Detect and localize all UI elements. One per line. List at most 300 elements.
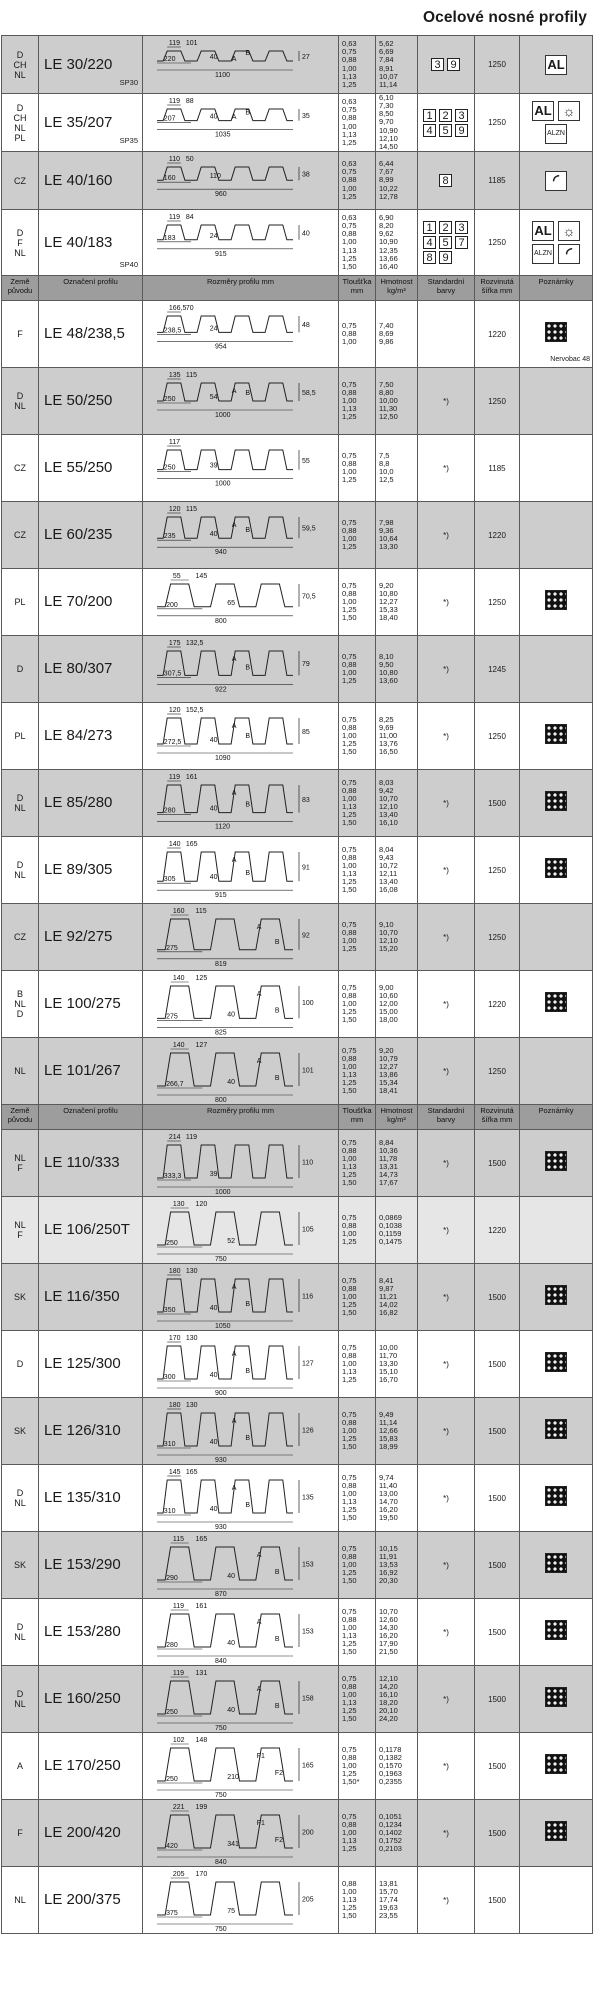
country-cell — [2, 1465, 39, 1532]
thickness-value: 0,75 — [342, 450, 357, 460]
dim-top-flange: 166,5 — [168, 304, 187, 312]
profile-drawing — [143, 1533, 337, 1598]
width-cell: 1250 — [475, 569, 520, 636]
profile-name: LE 116/350 — [44, 1288, 120, 1305]
weight-value: 13,60 — [379, 676, 398, 686]
notes-cell — [520, 636, 593, 703]
dim-pitch: 238,5 — [163, 326, 182, 334]
profile-drawing — [143, 1801, 337, 1866]
thickness-cell — [339, 1532, 376, 1599]
country-code: D — [16, 391, 24, 401]
weight-value: 10,70 — [379, 793, 398, 803]
dim-pitch: 310 — [163, 1440, 176, 1448]
profile-cell — [39, 1800, 143, 1867]
profile-drawing — [143, 1265, 337, 1330]
color-code-box: 9 — [447, 58, 460, 71]
dim-top-flange: 175 — [168, 639, 181, 647]
colors-cell — [418, 1666, 475, 1733]
country-code: CH — [13, 112, 27, 123]
notes-cell — [520, 1800, 593, 1867]
weight-cell — [376, 636, 418, 703]
dim-top-flange: 135 — [168, 371, 181, 379]
thickness-value: 1,25 — [342, 1007, 357, 1017]
weight-value: 0,1963 — [379, 1769, 402, 1779]
notes-icon-row — [532, 221, 580, 241]
dim-total-width: 922 — [215, 685, 227, 693]
dimension-cell — [143, 1800, 339, 1867]
weight-value: 7,67 — [379, 167, 394, 177]
weight-value: 0,1475 — [379, 1237, 402, 1247]
thickness-value: 1,50 — [342, 1911, 357, 1921]
dim-top-gap: 119 — [185, 1133, 198, 1141]
thickness-cell — [339, 301, 376, 368]
profile-cell — [39, 1264, 143, 1331]
thickness-value: 1,50 — [342, 1647, 357, 1657]
thickness-value: 0,88 — [342, 990, 357, 1000]
dim-pitch: 420 — [166, 1842, 178, 1850]
table-header-row — [2, 1105, 593, 1130]
profile-name: LE 126/310 — [44, 1422, 121, 1439]
notes-icon-row — [532, 244, 580, 264]
notes-cell — [520, 152, 593, 210]
thickness-value: 0,88 — [342, 55, 357, 65]
weight-value: 13,76 — [379, 739, 398, 749]
country-cell — [2, 1800, 39, 1867]
profile-cell — [39, 904, 143, 971]
table-row — [2, 1331, 593, 1398]
thickness-value: 0,63 — [342, 97, 357, 107]
dimension-cell — [143, 569, 339, 636]
thickness-value: 1,25 — [342, 1434, 357, 1444]
weight-cell — [376, 210, 418, 276]
dimension-cell — [143, 837, 339, 904]
notes-cell — [520, 1867, 593, 1934]
pattern-icon — [545, 1285, 567, 1305]
weight-value: 9,20 — [379, 580, 394, 590]
weight-value: 12,10 — [379, 133, 398, 143]
profile-outline — [157, 1346, 293, 1379]
table-row — [2, 1733, 593, 1800]
weight-cell — [376, 36, 418, 94]
notes-cell — [520, 94, 593, 152]
country-cell — [2, 569, 39, 636]
dim-top-flange: 140 — [172, 974, 185, 982]
color-code-box: 2 — [439, 109, 452, 122]
weight-value: 9,42 — [379, 785, 394, 795]
country-cell — [2, 502, 39, 569]
country-code: NL — [14, 870, 26, 880]
notes-icon-row — [545, 1352, 567, 1372]
thickness-cell — [339, 1130, 376, 1197]
thickness-value: 0,75 — [342, 1275, 357, 1285]
profile-outline — [157, 1413, 293, 1446]
country-code: NL — [14, 401, 26, 411]
weight-value: 10,00 — [379, 395, 398, 405]
table-row — [2, 1800, 593, 1867]
thickness-cell — [339, 1867, 376, 1934]
weight-value: 0,1234 — [379, 1819, 402, 1829]
profile-name: LE 170/250 — [44, 1757, 121, 1774]
country-cell — [2, 1264, 39, 1331]
dim-height: 205 — [302, 1896, 314, 1903]
profile-outline — [157, 225, 293, 240]
country-code: D — [16, 1622, 24, 1632]
thickness-value: 0,88 — [342, 458, 357, 468]
notes-icons — [545, 1486, 567, 1506]
header-dims: Rozměry profilu mm — [143, 1105, 339, 1130]
weight-value: 10,64 — [379, 534, 398, 543]
dim-total-width: 960 — [215, 190, 227, 198]
notes-icons — [532, 101, 580, 144]
colors-cell — [418, 1867, 475, 1934]
width-cell: 1220 — [475, 1197, 520, 1264]
dim-pitch: 160 — [163, 174, 176, 182]
weight-value: 17,74 — [379, 1894, 398, 1904]
table-row — [2, 569, 593, 636]
pattern-icon — [545, 1486, 567, 1506]
point-label-b: B — [245, 526, 251, 534]
weight-value: 11,78 — [379, 1153, 398, 1163]
thickness-value: 1,00 — [342, 1760, 357, 1770]
thickness-value: 1,00 — [342, 121, 357, 131]
notes-icon-row — [545, 1687, 567, 1707]
weight-cell — [376, 1331, 418, 1398]
thickness-value: 0,75 — [342, 777, 357, 787]
notes-icons — [545, 791, 567, 811]
thickness-cell — [339, 1800, 376, 1867]
thickness-cell — [339, 1331, 376, 1398]
notes-cell — [520, 1465, 593, 1532]
country-code: D — [16, 664, 24, 674]
dim-total-width: 954 — [215, 342, 227, 350]
thickness-cell — [339, 1599, 376, 1666]
weight-cell — [376, 971, 418, 1038]
thickness-value: 1,13 — [342, 1162, 357, 1171]
point-label-b: B — [245, 869, 251, 877]
thickness-value: 0,88 — [342, 1145, 357, 1155]
profile-name: LE 153/290 — [44, 1556, 121, 1573]
header-thickness: Tloušťka mm — [339, 276, 376, 301]
dim-bottom-flange: 40 — [227, 1706, 236, 1714]
table-row — [2, 1130, 593, 1197]
thickness-value: 1,50 — [342, 1308, 357, 1318]
thickness-value: 1,50 — [342, 1714, 357, 1724]
table-row — [2, 1398, 593, 1465]
weight-value: 11,00 — [379, 730, 398, 740]
dimension-cell — [143, 301, 339, 368]
dim-top-gap: 101 — [185, 39, 198, 47]
weight-cell — [376, 1532, 418, 1599]
country-code: NL — [14, 1153, 26, 1163]
dim-pitch: 307,5 — [163, 669, 182, 677]
weight-value: 10,70 — [379, 1606, 398, 1616]
width-cell: 1500 — [475, 1800, 520, 1867]
weight-value: 18,41 — [379, 1086, 398, 1096]
profile-drawing — [143, 37, 337, 93]
notes-icon-row — [545, 1754, 567, 1774]
weight-value: 8,84 — [379, 1137, 394, 1147]
weight-value: 0,2103 — [379, 1844, 402, 1854]
point-label-b: B — [274, 1702, 280, 1710]
colors-footnote: *) — [443, 1627, 449, 1637]
al-icon: AL — [532, 101, 554, 121]
country-code: A — [16, 1761, 23, 1771]
weight-value: 7,84 — [379, 55, 394, 65]
notes-icon-row — [545, 124, 567, 144]
notes-icon-row — [545, 791, 567, 811]
colors-cell — [418, 837, 475, 904]
dim-height: 158 — [302, 1695, 314, 1702]
colors-footnote: *) — [443, 1225, 449, 1235]
thickness-value: 1,25 — [342, 1706, 357, 1716]
width-cell: 1220 — [475, 502, 520, 569]
header-colors: Standardní barvy — [418, 276, 475, 301]
color-code-box: 3 — [455, 109, 468, 122]
dim-height: 153 — [302, 1628, 314, 1635]
notes-cell — [520, 36, 593, 94]
weight-cell — [376, 1264, 418, 1331]
thickness-value: 1,00 — [342, 1061, 357, 1071]
thickness-value: 1,13 — [342, 802, 357, 811]
dim-bottom-flange: 40 — [227, 1639, 236, 1647]
table-row — [2, 152, 593, 210]
notes-icons — [545, 171, 567, 191]
dim-total-width: 800 — [215, 1096, 227, 1104]
weight-value: 6,90 — [379, 213, 394, 223]
profile-name: LE 40/183 — [44, 233, 113, 251]
country-cell — [2, 837, 39, 904]
thickness-value: 1,50 — [342, 1576, 357, 1586]
table-body — [2, 36, 593, 1934]
notes-icon-row — [545, 55, 567, 75]
dim-pitch: 207 — [163, 115, 176, 123]
point-label-a: A — [231, 521, 237, 529]
notes-icons — [545, 1553, 567, 1573]
colors-cell — [418, 435, 475, 502]
weight-value: 0,1051 — [379, 1811, 402, 1821]
point-label-b: B — [245, 1367, 251, 1375]
pattern-icon — [545, 590, 567, 610]
color-code-box: 8 — [439, 174, 452, 187]
notes-text: Nervobac 48 — [550, 356, 590, 363]
width-cell: 1250 — [475, 904, 520, 971]
dim-pitch: 275 — [166, 1012, 178, 1020]
thickness-value: 1,25 — [342, 676, 357, 686]
thickness-value: 1,25 — [342, 810, 357, 820]
profile-outline — [157, 109, 293, 121]
thickness-value: 1,13 — [342, 1367, 357, 1377]
weight-value: 9,74 — [379, 1472, 394, 1482]
thickness-cell — [339, 152, 376, 210]
thickness-value: 0,75 — [342, 1342, 357, 1352]
dim-total-width: 1090 — [215, 754, 231, 762]
dim-top-gap: 88 — [185, 97, 194, 105]
dim-top-gap: 115 — [185, 505, 198, 513]
profile-cell — [39, 1532, 143, 1599]
colors-cell — [418, 1038, 475, 1105]
dimension-cell — [143, 1130, 339, 1197]
profile-drawing — [143, 972, 337, 1037]
thickness-value: 1,50 — [342, 1178, 357, 1188]
point-label-b: F2 — [274, 1769, 284, 1777]
thickness-value: 1,00 — [342, 534, 357, 543]
thickness-value: 0,75 — [342, 1673, 357, 1683]
dim-height: 35 — [302, 112, 310, 120]
dim-top-flange: 145 — [168, 1468, 181, 1476]
dim-height: 100 — [302, 999, 314, 1007]
profile-cell — [39, 1130, 143, 1197]
colors-cell — [418, 1398, 475, 1465]
header-profile: Označení profilu — [39, 276, 143, 301]
notes-icon-row — [545, 858, 567, 878]
thickness-value: 0,75 — [342, 1606, 357, 1616]
weight-cell — [376, 1130, 418, 1197]
country-code: CZ — [14, 932, 26, 942]
weight-value: 16,20 — [379, 1505, 398, 1515]
colors-cell — [418, 1465, 475, 1532]
country-cell — [2, 36, 39, 94]
weight-value: 11,40 — [379, 1480, 398, 1490]
thickness-value: 1,25 — [342, 1237, 357, 1247]
profile-drawing — [143, 838, 337, 903]
dim-bottom-flange: 40 — [209, 805, 218, 813]
table-row — [2, 837, 593, 904]
dim-pitch: 250 — [166, 1775, 178, 1783]
thickness-value: 0,88 — [342, 175, 357, 185]
thickness-value: 1,00 — [342, 1358, 357, 1368]
dim-total-width: 1000 — [215, 411, 231, 419]
notes-cell — [520, 904, 593, 971]
dim-top-gap: 127 — [195, 1041, 208, 1049]
weight-value: 10,15 — [379, 1543, 398, 1553]
point-label-b: B — [245, 801, 251, 809]
dim-bottom-flange: 40 — [209, 1304, 218, 1312]
colors-cell — [418, 770, 475, 837]
dim-top-gap: 161 — [185, 773, 198, 781]
colors-cell — [418, 703, 475, 770]
width-cell: 1185 — [475, 152, 520, 210]
thickness-value: 1,50 — [342, 747, 357, 757]
table-row — [2, 210, 593, 276]
thickness-value: 0,75 — [342, 844, 357, 854]
header-country: Země původu — [2, 276, 39, 301]
profile-cell — [39, 1599, 143, 1666]
table-row — [2, 1532, 593, 1599]
dim-height: 27 — [302, 53, 310, 61]
weight-value: 9,49 — [379, 1409, 394, 1419]
point-label-a: A — [256, 1057, 262, 1065]
weight-value: 13,00 — [379, 1488, 398, 1498]
notes-icons — [532, 221, 580, 264]
weight-value: 7,5 — [379, 450, 390, 460]
profile-drawing — [143, 905, 337, 970]
thickness-value: 0,88 — [342, 229, 357, 239]
weight-cell — [376, 569, 418, 636]
weight-value: 12,66 — [379, 1425, 398, 1435]
dimension-cell — [143, 1867, 339, 1934]
profile-cell — [39, 703, 143, 770]
point-label-a: A — [256, 1685, 262, 1693]
weight-value: 9,70 — [379, 117, 394, 127]
colors-footnote: *) — [443, 530, 449, 540]
dim-top-flange: 180 — [168, 1401, 181, 1409]
dimension-cell — [143, 1398, 339, 1465]
weight-value: 15,70 — [379, 1886, 398, 1896]
country-code: D — [16, 1689, 24, 1699]
dim-height: 83 — [302, 796, 310, 804]
weight-value: 12,35 — [379, 245, 398, 255]
table-row — [2, 1465, 593, 1532]
notes-cell — [520, 368, 593, 435]
profile-cell — [39, 1867, 143, 1934]
dim-total-width: 750 — [215, 1791, 227, 1799]
dim-top-gap: 152,5 — [185, 706, 204, 714]
pattern-icon — [545, 791, 567, 811]
colors-footnote: *) — [443, 1895, 449, 1905]
thickness-value: 1,25 — [342, 1769, 357, 1779]
profile-cell — [39, 210, 143, 276]
arc-icon: ◜ — [545, 171, 567, 191]
thickness-value: 0,75 — [342, 714, 357, 724]
dim-bottom-flange: 40 — [209, 1505, 218, 1513]
weight-value: 24,20 — [379, 1714, 398, 1724]
dim-bottom-flange: 39 — [209, 462, 218, 470]
weight-value: 23,55 — [379, 1911, 398, 1921]
colors-footnote: *) — [443, 999, 449, 1009]
width-cell: 1500 — [475, 1733, 520, 1800]
weight-value: 10,90 — [379, 237, 398, 247]
weight-cell — [376, 1398, 418, 1465]
point-label-b: B — [245, 1434, 251, 1442]
dim-height: 55 — [302, 457, 310, 465]
al-icon: AL — [532, 221, 554, 241]
thickness-value: 1,25 — [342, 412, 357, 422]
weight-value: 17,90 — [379, 1639, 398, 1649]
colors-cell — [418, 1331, 475, 1398]
dim-pitch: 275 — [166, 944, 178, 952]
dim-pitch: 333,3 — [163, 1172, 182, 1180]
thickness-value: 1,50 — [342, 818, 357, 828]
weight-value: 16,20 — [379, 1631, 398, 1640]
weight-value: 8,91 — [379, 63, 394, 73]
country-code: SK — [13, 1426, 26, 1436]
dim-total-width: 1120 — [215, 823, 231, 831]
sun-icon: ☼ — [558, 221, 580, 241]
weight-value: 0,1752 — [379, 1836, 402, 1846]
dim-bottom-flange: 39 — [209, 1170, 218, 1178]
dim-top-flange: 140 — [172, 1041, 185, 1049]
weight-value: 9,36 — [379, 525, 394, 535]
point-label-b: B — [245, 49, 251, 57]
dim-pitch: 280 — [166, 1641, 178, 1649]
weight-value: 7,50 — [379, 379, 394, 389]
dimension-cell — [143, 1733, 339, 1800]
thickness-value: 0,75 — [342, 379, 357, 389]
thickness-value: 0,88 — [342, 722, 357, 732]
dim-height: 91 — [302, 864, 310, 872]
weight-value: 0,2355 — [379, 1777, 402, 1787]
thickness-value: 1,00 — [342, 730, 357, 740]
profile-drawing — [143, 436, 337, 501]
colors-footnote: *) — [443, 1560, 449, 1570]
notes-icon-row — [545, 1821, 567, 1841]
table-row — [2, 770, 593, 837]
thickness-value: 1,00 — [342, 1153, 357, 1163]
dim-pitch: 250 — [163, 395, 176, 403]
thickness-value: 1,00 — [342, 467, 357, 476]
thickness-value: 1,50* — [342, 1777, 360, 1787]
dim-top-gap: 84 — [185, 213, 194, 221]
